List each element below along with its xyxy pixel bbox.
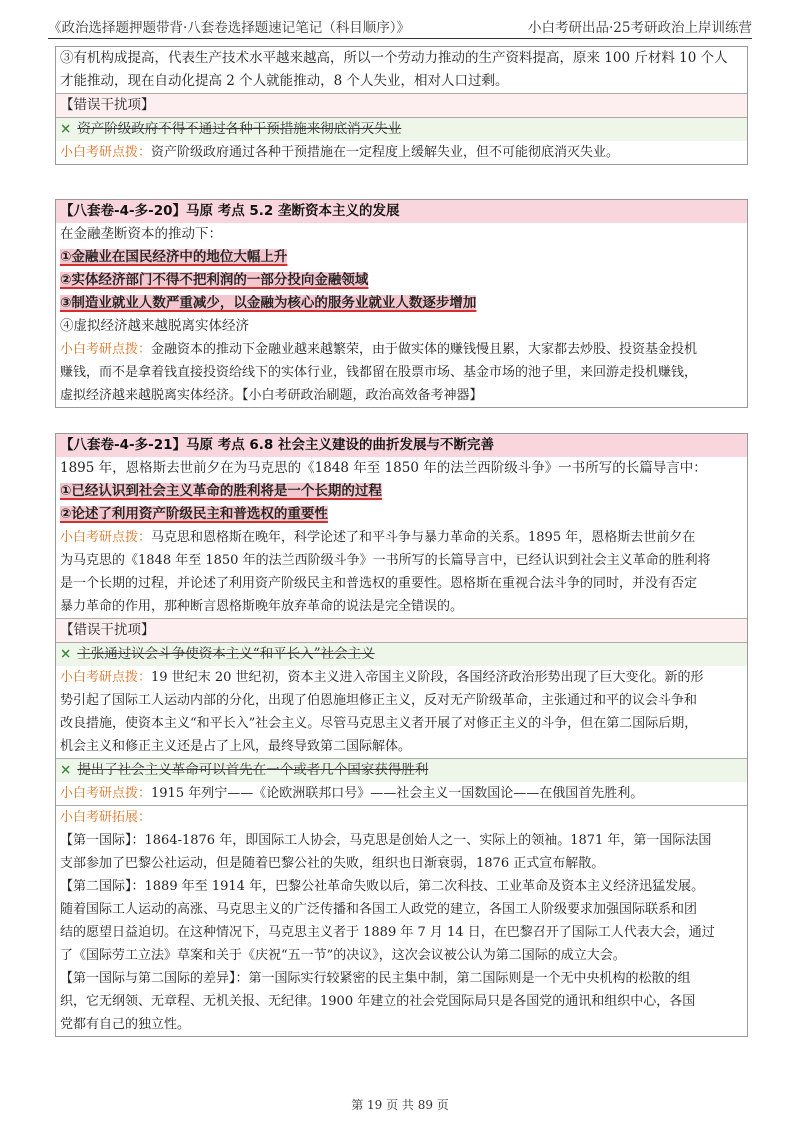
tip-label: 小白考研点拨： xyxy=(60,145,152,160)
tip-label: 小白考研点拨： xyxy=(60,670,152,685)
question-intro: 1895 年，恩格斯去世前夕在为马克思的《1848 年至 1850 年的法兰西阶级斗争》一书所写的长篇导言中： xyxy=(60,460,707,476)
answer-point xyxy=(56,503,747,526)
tip-line: 势引起了国际工人运动内部的分化，出现了伯恩施坦修正主义，反对无产阶级革命，主张通过和平的议会斗争和 xyxy=(60,693,698,708)
answer-point-text: ①已经认识到社会主义革命的胜利将是一个长期的过程 xyxy=(60,483,382,499)
tip-line: 暴力革命的作用，那种断言恩格斯晚年放弃革命的说法是完全错误的。 xyxy=(60,599,464,614)
extension-line: 了《国际劳工立法》草案和关于《庆祝“五一节”的决议》，这次会议被公认为第二国际的成立大会。 xyxy=(60,948,626,963)
tip-line xyxy=(56,141,747,164)
page-number: 第 19 页 共 89 页 xyxy=(351,1098,449,1112)
answer-point xyxy=(56,246,747,269)
question-intro: 在金融垄断资本的推动下： xyxy=(60,226,222,242)
question-title: 【八套卷-4-多-20】马原 考点 5.2 垄断资本主义的发展 xyxy=(56,200,747,223)
tip-line xyxy=(56,666,747,689)
card-continuation xyxy=(55,46,748,165)
tip-line: 虚拟经济越来越脱离实体经济。【小白考研政治刷题，政治高效备考神器】 xyxy=(60,388,483,403)
tip-line xyxy=(56,782,747,805)
tip-line: 改良措施，使资本主义“和平长入”社会主义。尽管马克思主义者开展了对修正主义的斗争，但在第二国际后期， xyxy=(60,716,698,731)
error-item-text: 资产阶级政府不得不通过各种干预措施来彻底消灭失业 xyxy=(77,121,402,137)
extension-line: 【第一国际与第二国际的差异】：第一国际实行较紧密的民主集中制，第二国际则是一个无中央机构的松散的组 xyxy=(60,971,691,986)
error-section-label: 【错误干扰项】 xyxy=(56,93,747,117)
tip-line: 为马克思的《1848 年至 1850 年的法兰西阶级斗争》一书所写的长篇导言中，已经认识到社会主义革命的胜利将 xyxy=(60,553,711,568)
card-question-21 xyxy=(55,433,748,1037)
error-item-text: 主张通过议会斗争使资本主义“和平长入”社会主义 xyxy=(77,646,375,662)
error-item xyxy=(56,642,747,666)
wrong-icon: × xyxy=(60,646,72,662)
tip-text: 1915 年列宁——《论欧洲联邦口号》——社会主义一国数国论——在俄国首先胜利。 xyxy=(151,786,644,801)
answer-point xyxy=(56,292,747,315)
extension-label-text: 小白考研拓展： xyxy=(60,810,152,825)
answer-point-text: ②实体经济部门不得不把利润的一部分投向金融领域 xyxy=(60,272,369,288)
extension-line: 随着国际工人运动的高涨、马克思主义的广泛传播和各国工人政党的建立，各国工人阶级要求加强国际联系和团 xyxy=(60,902,698,917)
tip-line: 机会主义和修正主义还是占了上风，最终导致第二国际解体。 xyxy=(60,739,412,754)
tip-label: 小白考研点拨： xyxy=(60,786,152,801)
extension-line: 党都有自己的独立性。 xyxy=(60,1017,191,1032)
error-item xyxy=(56,758,747,782)
page-header xyxy=(48,14,752,39)
tip-line: 赚钱，而不是拿着钱直接投资给线下的实体行业，钱都留在股票市场、基金市场的池子里，来回游走投机赚钱， xyxy=(60,365,698,380)
wrong-icon: × xyxy=(60,121,72,137)
tip-line: 是一个长期的过程，并论述了利用资产阶级民主和普选权的重要性。恩格斯在重视合法斗争的同时，并没有否定 xyxy=(60,576,698,591)
extension-label xyxy=(56,805,747,829)
tip-text: 马克思和恩格斯在晚年，科学论述了和平斗争与暴力革命的关系。1895 年，恩格斯去世前夕在 xyxy=(151,530,696,545)
extension-line: 支部参加了巴黎公社运动，但是随着巴黎公社的失败，组织也日渐衰弱，1876 正式宣布解散。 xyxy=(60,856,605,871)
extension-line: 结的愿望日益迫切。在这种情况下，马克思主义者于 1889 年 7 月 14 日，在巴黎召开了国际工人代表大会，通过 xyxy=(60,925,715,940)
error-section-label: 【错误干扰项】 xyxy=(56,618,747,642)
question-title: 【八套卷-4-多-21】马原 考点 6.8 社会主义建设的曲折发展与不断完善 xyxy=(56,434,747,457)
extension-line: 【第一国际】：1864-1876 年，即国际工人协会，马克思是创始人之一、实际上的领袖。1871 年，第一国际法国 xyxy=(60,833,712,848)
extension-line: 织，它无纲领、无章程、无机关报、无纪律。1900 年建立的社会党国际局只是各国党的通讯和组织中心，各国 xyxy=(60,994,696,1009)
tip-label: 小白考研点拨： xyxy=(60,530,152,545)
answer-point: ④虚拟经济越来越脱离实体经济 xyxy=(60,318,249,334)
header-doc-title: 《政治选择题押题带背·八套卷选择题速记笔记（科目顺序）》 xyxy=(48,20,411,36)
answer-point-text: ②论述了利用资产阶级民主和普选权的重要性 xyxy=(60,506,328,522)
extension-line: 【第二国际】：1889 年至 1914 年，巴黎公社革命失败以后，第二次科技、工业革命及资本主义经济迅猛发展。 xyxy=(60,879,705,894)
tip-text: 19 世纪末 20 世纪初，资本主义进入帝国主义阶段，各国经济政治形势出现了巨大变化。新的形 xyxy=(151,670,704,685)
tip-line xyxy=(56,338,747,361)
error-item-text: 提出了社会主义革命可以首先在一个或者几个国家获得胜利 xyxy=(77,762,429,778)
tip-text: 资产阶级政府通过各种干预措施在一定程度上缓解失业，但不可能彻底消灭失业。 xyxy=(151,145,620,160)
wrong-icon: × xyxy=(60,762,72,778)
tip-label: 小白考研点拨： xyxy=(60,342,152,357)
tip-line xyxy=(56,526,747,549)
answer-point-text: ①金融业在国民经济中的地位大幅上升 xyxy=(60,249,288,265)
card-question-20 xyxy=(55,199,748,408)
answer-point xyxy=(56,480,747,503)
header-publisher: 小白考研出品·25考研政治上岸训练营 xyxy=(528,20,752,36)
tip-text: 金融资本的推动下金融业越来越繁荣，由于做实体的赚钱慢且累，大家都去炒股、投资基金投机 xyxy=(151,342,698,357)
answer-point xyxy=(56,269,747,292)
text-line: 才能推动，现在自动化提高 2 个人就能推动，8 个人失业，相对人口过剩。 xyxy=(60,73,509,89)
answer-point-text: ③制造业就业人数严重减少，以金融为核心的服务业就业人数逐步增加 xyxy=(60,295,477,311)
error-item xyxy=(56,117,747,141)
text-line: ③有机构成提高，代表生产技术水平越来越高，所以一个劳动力推动的生产资料提高，原来 100 斤材料 10 个人 xyxy=(60,50,728,66)
